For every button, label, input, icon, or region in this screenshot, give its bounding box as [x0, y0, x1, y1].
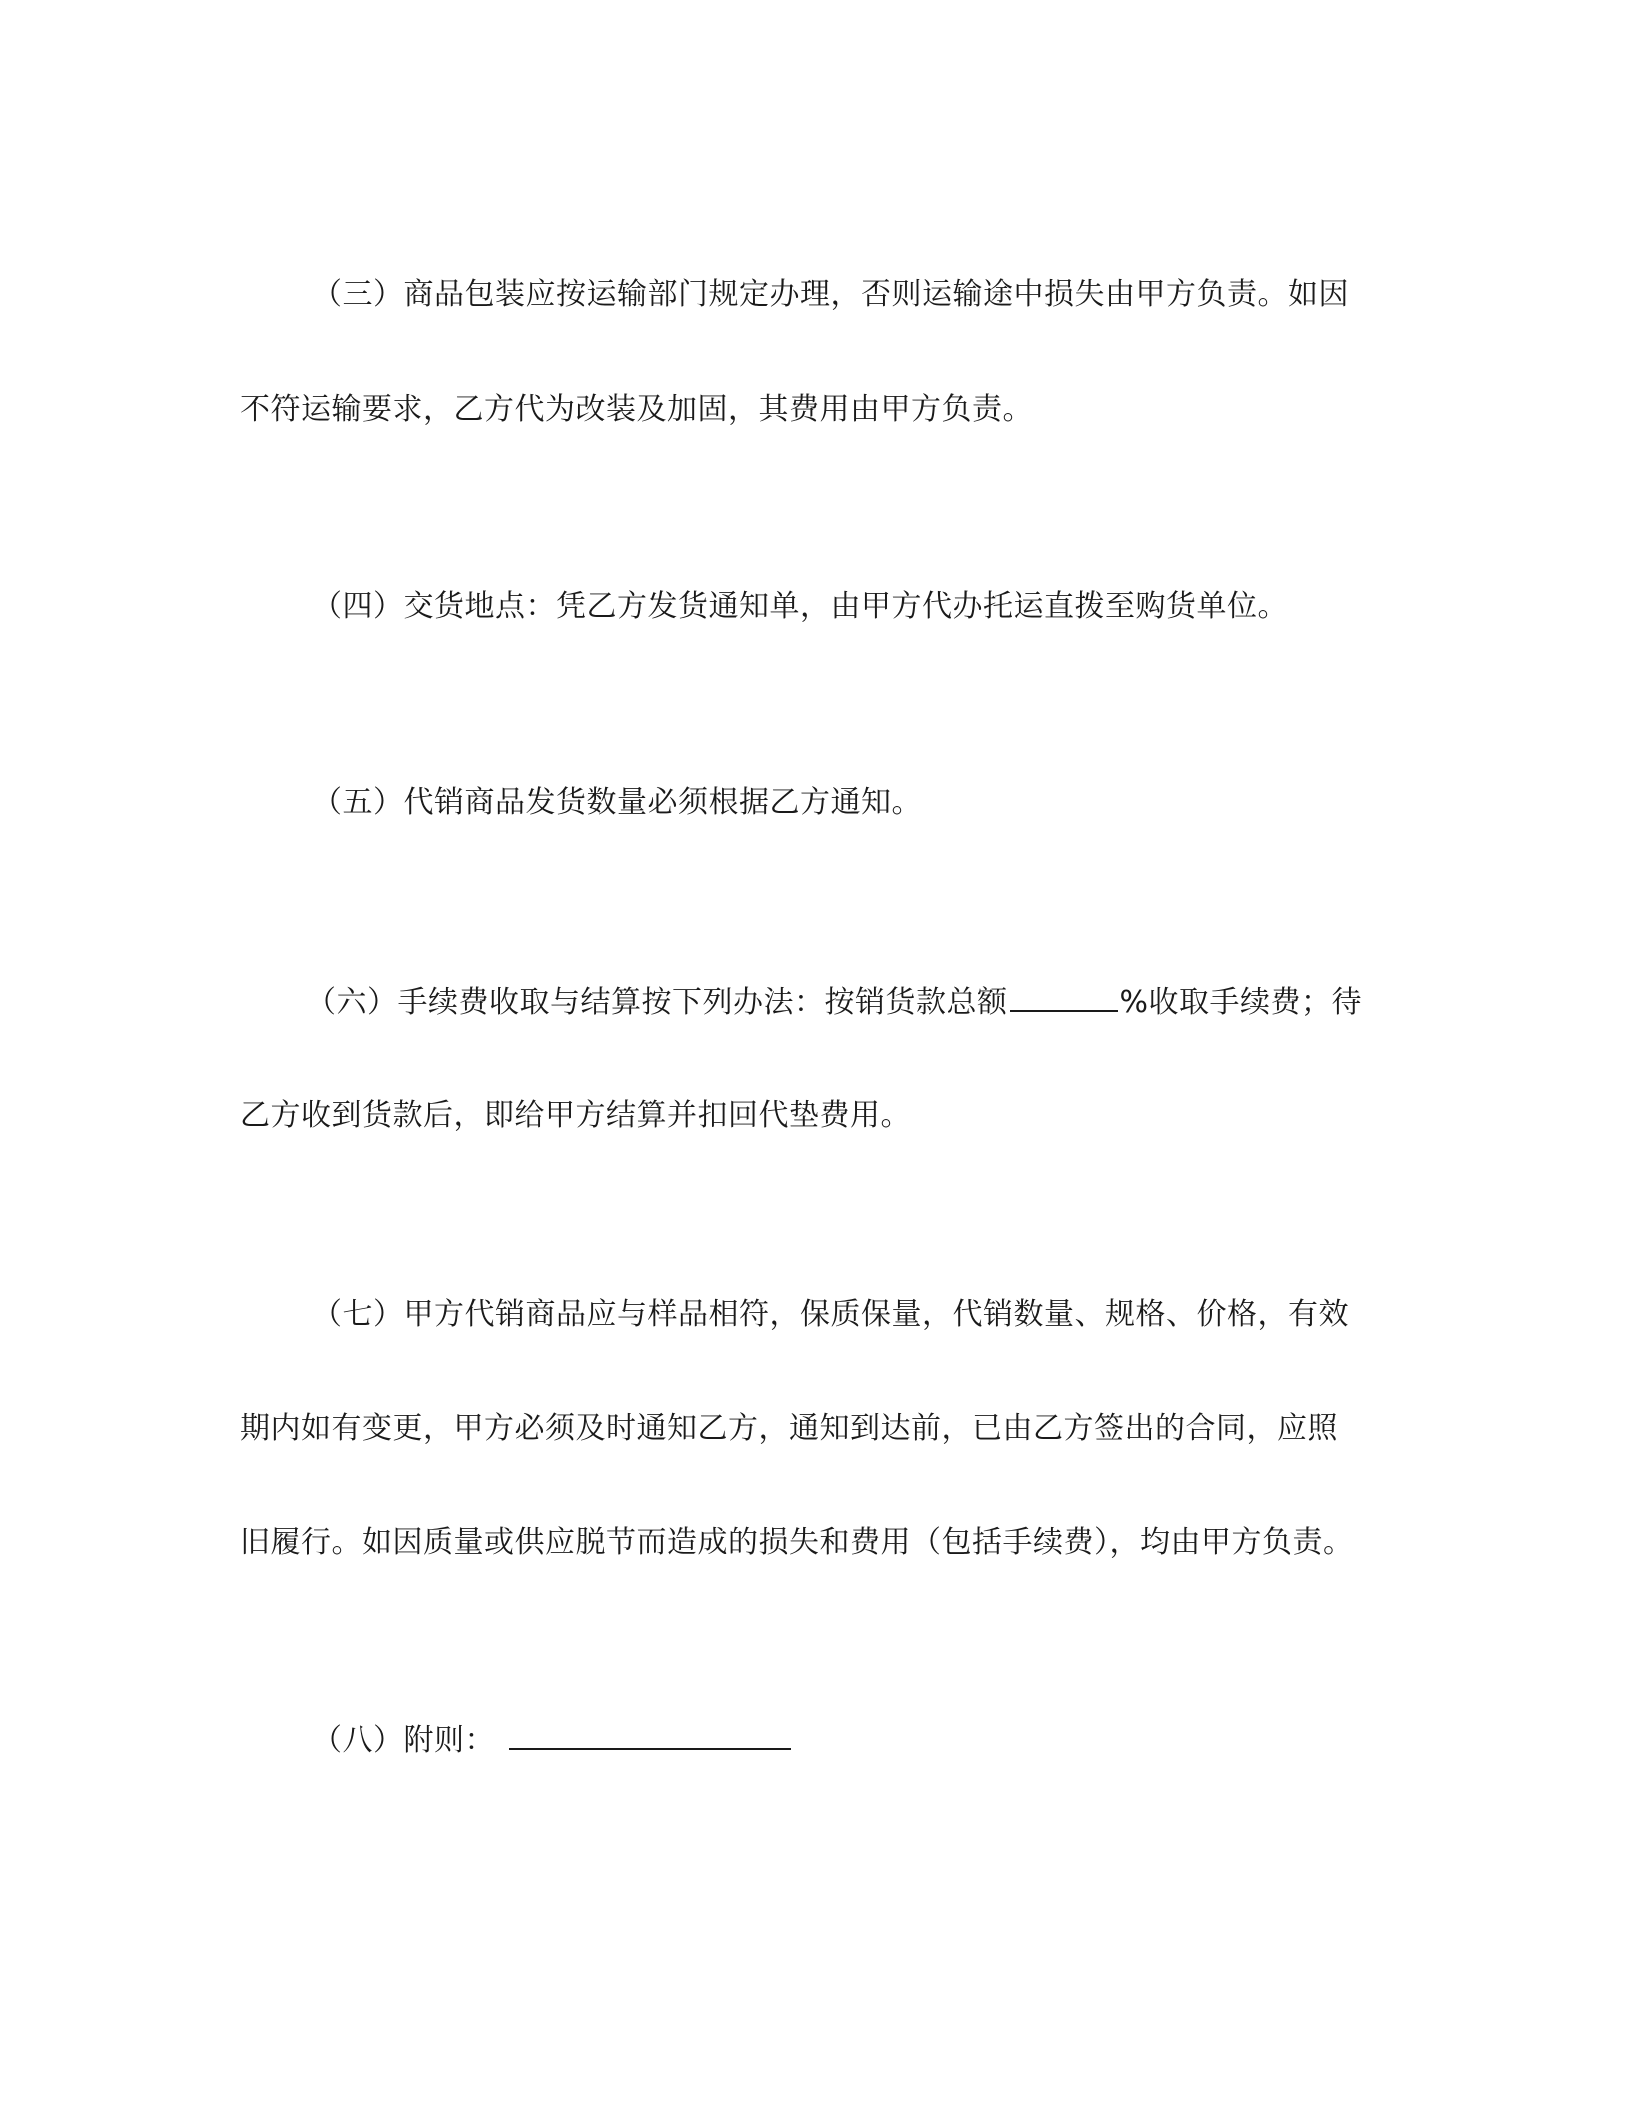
- clause-3-line-1: （三）商品包装应按运输部门规定办理，否则运输途中损失由甲方负责。如因: [312, 277, 1349, 312]
- clause-6-line-1: [306, 980, 1379, 1024]
- clause-6-text-before-blank: （六）手续费收取与结算按下列办法：按销货款总额: [306, 985, 1008, 1020]
- clause-5-line-1: （五）代销商品发货数量必须根据乙方通知。: [312, 785, 922, 820]
- clause-6-text-after-blank: %收取手续费；待: [1119, 985, 1363, 1020]
- clause-7-line-1: （七）甲方代销商品应与样品相符，保质保量，代销数量、规格、价格，有效: [312, 1297, 1349, 1332]
- fee-percentage-blank[interactable]: [1010, 980, 1118, 1012]
- clause-6-line-2: 乙方收到货款后，即给甲方结算并扣回代垫费用。: [240, 1098, 911, 1133]
- clause-3-line-2: 不符运输要求，乙方代为改装及加固，其费用由甲方负责。: [240, 392, 1033, 427]
- clause-7-line-3: 旧履行。如因质量或供应脱节而造成的损失和费用（包括手续费），均由甲方负责。: [240, 1525, 1354, 1560]
- supplementary-terms-blank[interactable]: [509, 1718, 791, 1750]
- clause-7-line-2: 期内如有变更，甲方必须及时通知乙方，通知到达前，已由乙方签出的合同，应照: [240, 1411, 1338, 1446]
- clause-4-line-1: （四）交货地点：凭乙方发货通知单，由甲方代办托运直拨至购货单位。: [312, 589, 1288, 624]
- clause-8-label: （八）附则：: [312, 1723, 495, 1758]
- clause-8-line-1: [312, 1718, 1385, 1762]
